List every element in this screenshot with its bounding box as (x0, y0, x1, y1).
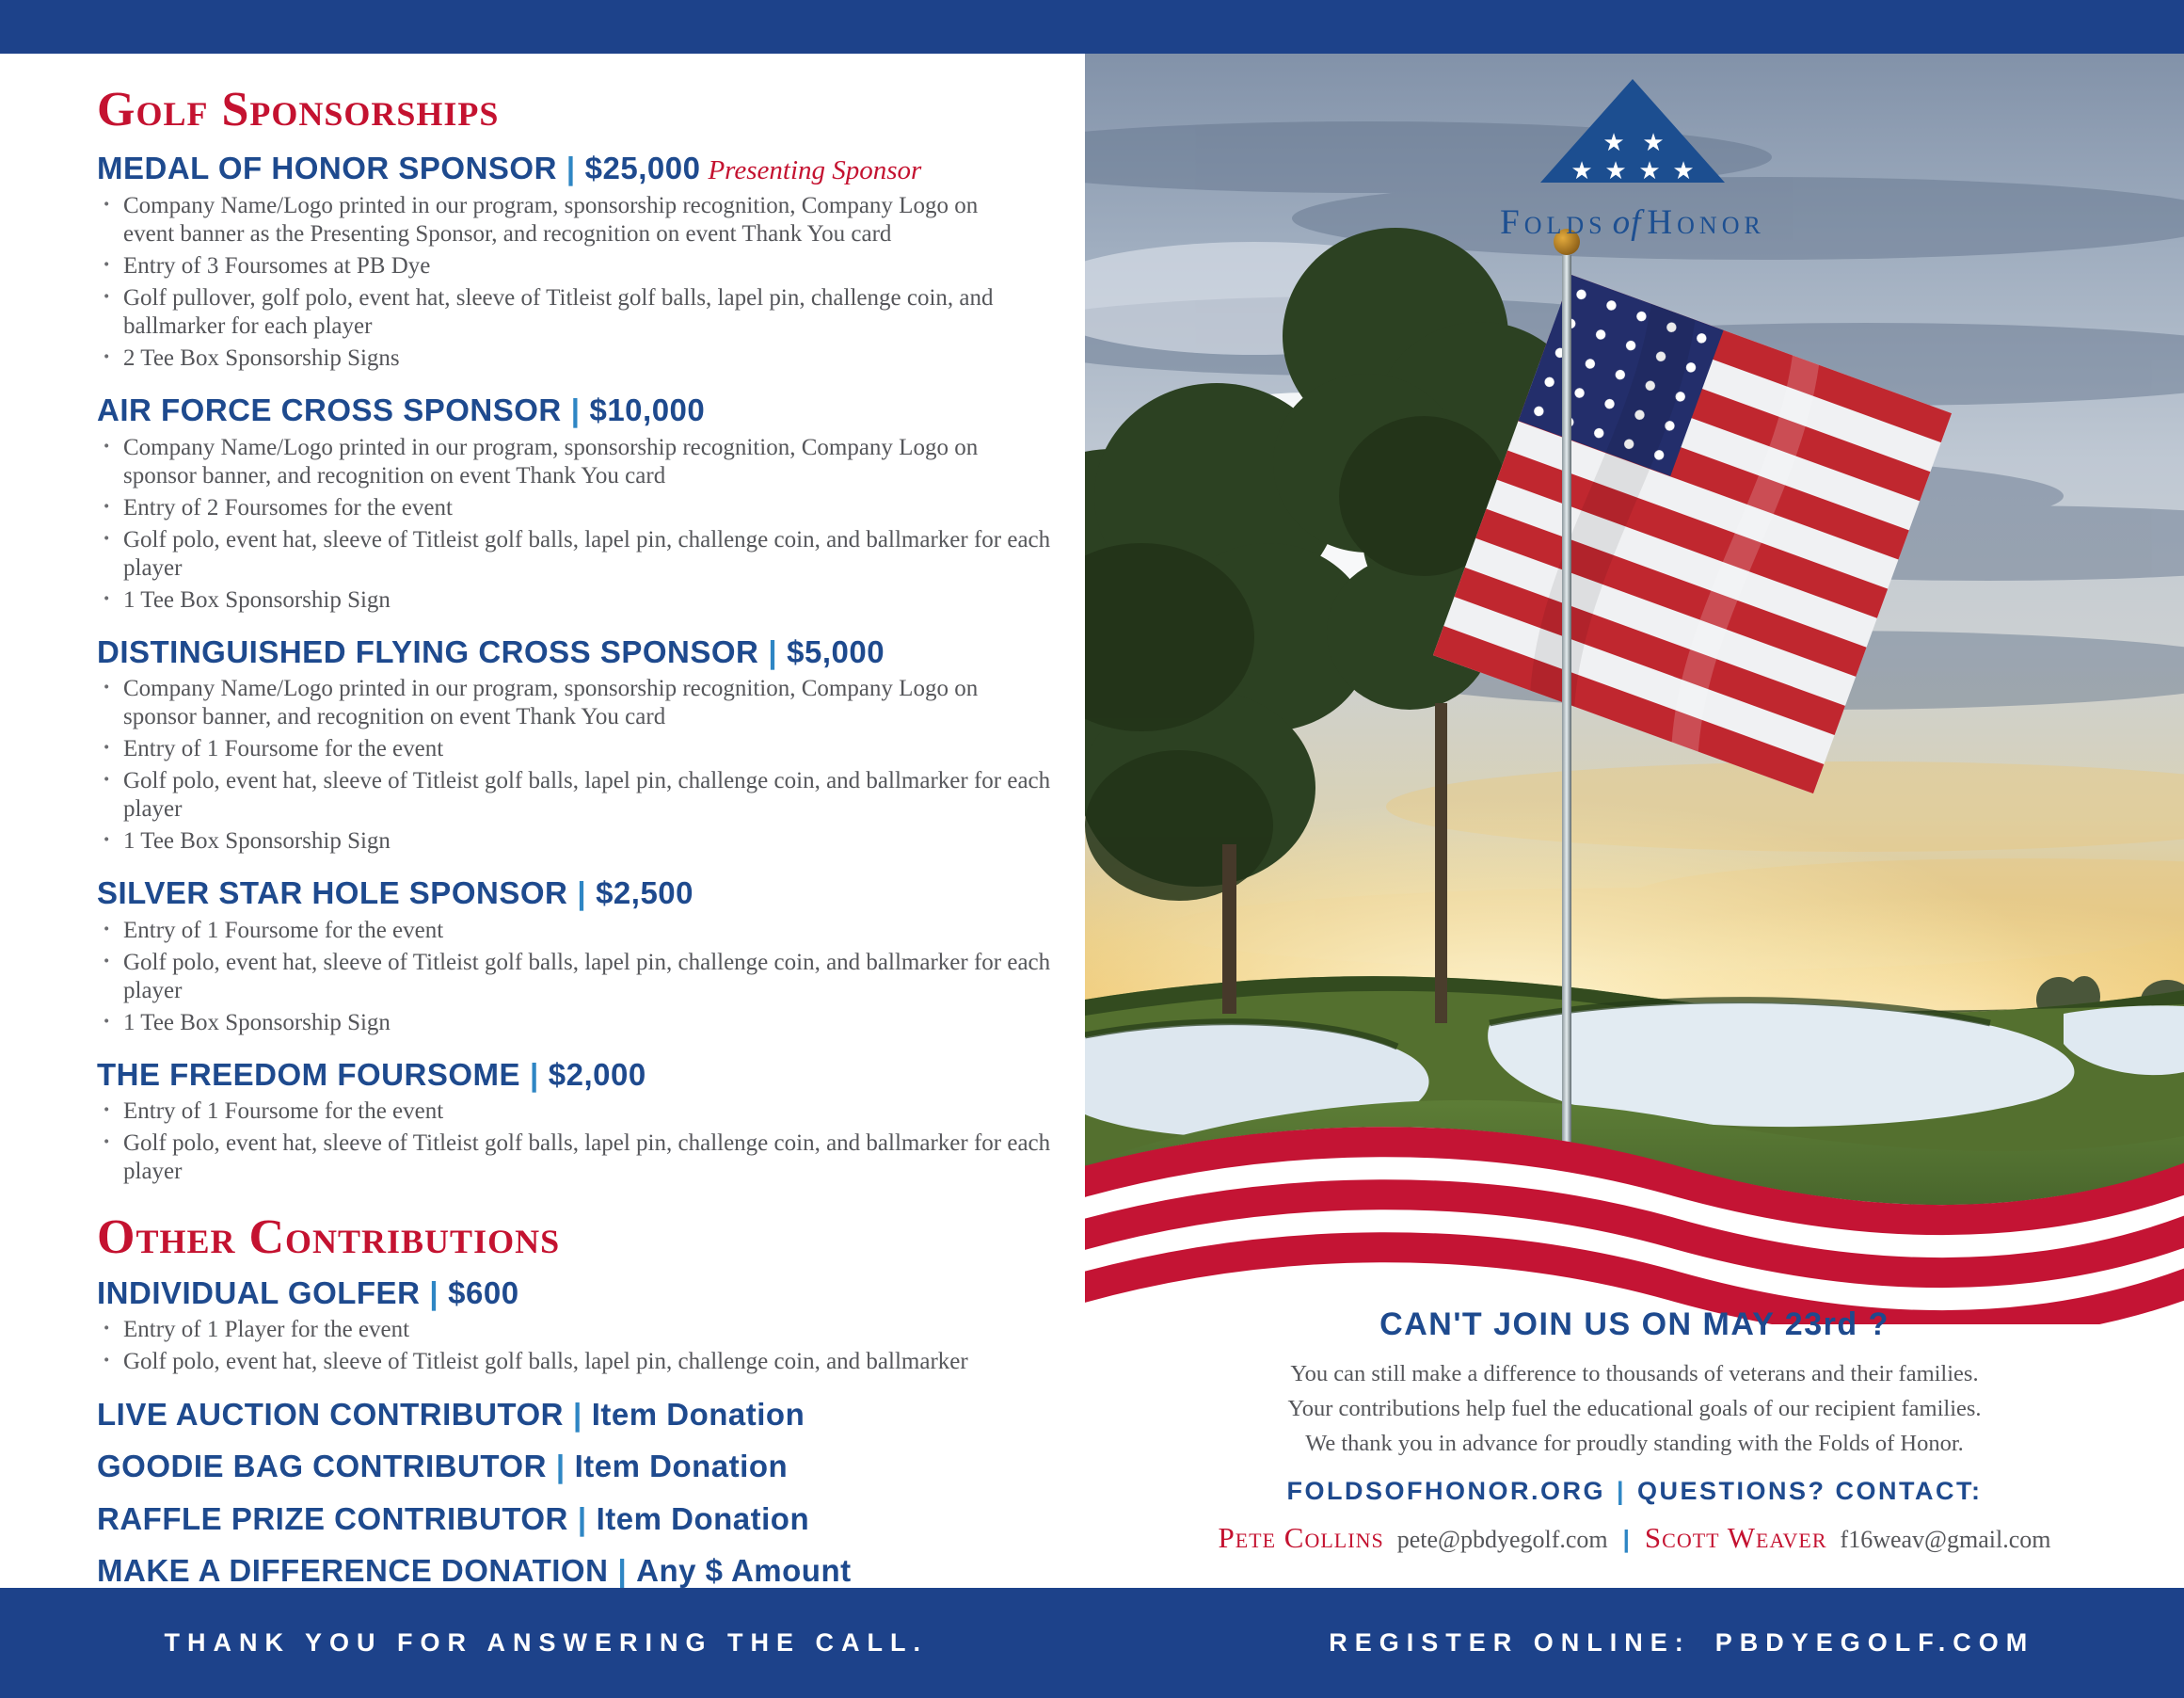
footer-thanks-text: THANK YOU FOR ANSWERING THE CALL. (164, 1628, 928, 1657)
contribution-name: MAKE A DIFFERENCE DONATION (97, 1552, 609, 1588)
contact-name: Pete Collins (1218, 1520, 1384, 1554)
flag-golf-course-photo (1085, 54, 2184, 1324)
contacts-line (1085, 1521, 2184, 1555)
folded-flag-triangle-icon (1538, 77, 1727, 186)
footer-register-text (1092, 1599, 2184, 1687)
foldsofhonor-url: FOLDSOFHONOR.ORG (1286, 1476, 1605, 1505)
benefit-item: · Company Name/Logo printed in our program, sponsorship recognition, Company Logo on event banner as the Presenting Sponsor, and recognition on event Thank You card (97, 192, 1017, 248)
cta-line: You can still make a difference to thousands of veterans and their families. (1290, 1361, 1979, 1386)
line-raffle-prize (97, 1499, 1080, 1538)
divider-bar: | (429, 1274, 439, 1310)
benefit-item: · Entry of 2 Foursomes for the event (97, 494, 1064, 522)
benefit-item: · Golf polo, event hat, sleeve of Titleist golf balls, lapel pin, challenge coin, and ballmarker for each player (97, 949, 1064, 1005)
benefit-item: · Golf polo, event hat, sleeve of Titleist golf balls, lapel pin, challenge coin, and ballmarker for each player (97, 1129, 1064, 1186)
benefit-list (97, 675, 1080, 856)
section-freedom-foursome (97, 1056, 1080, 1187)
benefit-item: · Entry of 1 Foursome for the event (97, 735, 1064, 763)
register-site-url: PBDYEGOLF.COM (1714, 1628, 2035, 1657)
section-heading (97, 633, 1080, 671)
section-name: THE FREEDOM FOURSOME (97, 1056, 521, 1092)
folds-of-honor-wordmark (1463, 202, 1802, 243)
golf-sponsorships-title: Golf Sponsorships (97, 83, 500, 136)
contact-email: f16weav@gmail.com (1840, 1525, 2051, 1553)
presenting-sponsor-note: Presenting Sponsor (708, 155, 922, 186)
benefit-item: · Golf polo, event hat, sleeve of Titleist golf balls, lapel pin, challenge coin, and ballmarker for each player (97, 526, 1064, 583)
benefit-item: · Golf polo, event hat, sleeve of Titleist golf balls, lapel pin, challenge coin, and ballmarker for each player (97, 767, 1064, 824)
divider-bar: | (570, 392, 581, 427)
svg-text:★: ★ (1672, 156, 1695, 184)
section-name: AIR FORCE CROSS SPONSOR (97, 392, 562, 427)
contribution-value: Item Donation (591, 1397, 805, 1433)
section-heading (97, 392, 1080, 429)
svg-text:★: ★ (1642, 128, 1665, 156)
divider-bar: | (768, 633, 778, 669)
cta-title: CAN'T JOIN US ON MAY 23rd ? (1379, 1306, 1889, 1342)
benefit-list (97, 1316, 1080, 1376)
section-name: MEDAL OF HONOR SPONSOR (97, 151, 557, 186)
contribution-name: LIVE AUCTION CONTRIBUTOR (97, 1397, 564, 1433)
contact-name: Scott Weaver (1644, 1520, 1827, 1554)
benefit-item: · 2 Tee Box Sponsorship Signs (97, 344, 1064, 373)
other-contributions-title: Other Contributions (97, 1210, 561, 1265)
line-goodie-bag (97, 1447, 1080, 1485)
divider-bar: | (530, 1056, 539, 1092)
cta-line: We thank you in advance for proudly standing with the Folds of Honor. (1305, 1431, 1964, 1457)
section-price: $25,000 (584, 151, 701, 186)
benefit-list (97, 434, 1080, 615)
section-heading (97, 874, 1080, 912)
line-live-auction (97, 1395, 1080, 1434)
svg-text:★: ★ (1638, 156, 1661, 184)
section-price: $2,500 (596, 875, 694, 911)
section-medal-of-honor (97, 150, 1080, 373)
section-price: $5,000 (787, 633, 885, 669)
benefit-item: · Company Name/Logo printed in our program, sponsorship recognition, Company Logo on sponsor banner, and recognition on event Thank You card (97, 675, 1017, 731)
line-make-a-difference (97, 1551, 1080, 1590)
section-heading (97, 1056, 1080, 1094)
section-name: SILVER STAR HOLE SPONSOR (97, 875, 568, 911)
section-air-force-cross (97, 392, 1080, 615)
register-online-label: REGISTER ONLINE: (1329, 1628, 1691, 1657)
svg-text:★: ★ (1570, 156, 1593, 184)
section-price: $600 (448, 1274, 519, 1310)
benefit-item: · Entry of 1 Foursome for the event (97, 917, 1064, 945)
benefit-item: · Golf pullover, golf polo, event hat, sleeve of Titleist golf balls, lapel pin, challenge coin, and ballmarker for each player (97, 284, 1017, 341)
svg-text:★: ★ (1602, 128, 1625, 156)
contribution-value: Item Donation (574, 1449, 789, 1484)
info-line (1085, 1477, 2184, 1506)
benefit-list (97, 192, 1080, 373)
folds-of-honor-logo (1463, 77, 1802, 243)
section-heading (97, 150, 1080, 187)
benefit-item: · Entry of 3 Foursomes at PB Dye (97, 252, 1064, 280)
contribution-value: Item Donation (596, 1500, 810, 1536)
questions-contact-label: QUESTIONS? CONTACT: (1637, 1476, 1983, 1505)
benefit-list (97, 1097, 1080, 1186)
divider-bar: | (577, 875, 587, 911)
contribution-name: RAFFLE PRIZE CONTRIBUTOR (97, 1500, 568, 1536)
benefit-item: · Company Name/Logo printed in our program, sponsorship recognition, Company Logo on sponsor banner, and recognition on event Thank You card (97, 434, 1017, 490)
section-distinguished-flying-cross (97, 633, 1080, 857)
svg-text:★: ★ (1604, 156, 1627, 184)
benefit-item: · 1 Tee Box Sponsorship Sign (97, 1009, 1064, 1037)
section-silver-star (97, 874, 1080, 1037)
contribution-value: Any $ Amount (636, 1552, 852, 1588)
wordmark-folds: Folds (1500, 203, 1607, 242)
divider-bar: | (617, 1552, 628, 1588)
footer-bar (0, 1588, 2184, 1698)
benefit-item: · Entry of 1 Player for the event (97, 1316, 1064, 1344)
benefit-item: · 1 Tee Box Sponsorship Sign (97, 827, 1064, 856)
section-name: INDIVIDUAL GOLFER (97, 1274, 421, 1310)
section-price: $2,000 (548, 1056, 646, 1092)
divider-bar: | (1616, 1476, 1627, 1505)
section-name: DISTINGUISHED FLYING CROSS SPONSOR (97, 633, 759, 669)
wordmark-honor: Honor (1647, 203, 1765, 242)
sponsorships-panel (97, 83, 1080, 1603)
top-blue-bar (0, 0, 2184, 54)
contribution-name: GOODIE BAG CONTRIBUTOR (97, 1449, 547, 1484)
benefit-list (97, 917, 1080, 1037)
benefit-item: · Golf polo, event hat, sleeve of Titleist golf balls, lapel pin, challenge coin, and ballmarker (97, 1348, 1064, 1376)
divider-bar: | (555, 1449, 566, 1484)
benefit-item: · Entry of 1 Foursome for the event (97, 1097, 1064, 1126)
divider-bar: | (1622, 1524, 1630, 1553)
divider-bar: | (566, 151, 576, 186)
contact-email: pete@pbdyegolf.com (1396, 1525, 1608, 1553)
divider-bar: | (577, 1500, 587, 1536)
benefit-item: · 1 Tee Box Sponsorship Sign (97, 586, 1064, 615)
section-price: $10,000 (589, 392, 706, 427)
divider-bar: | (573, 1397, 582, 1433)
cta-line: Your contributions help fuel the educational goals of our recipient families. (1287, 1396, 1982, 1422)
cta-panel (1085, 1306, 2184, 1555)
section-heading (97, 1274, 1080, 1312)
section-individual-golfer (97, 1274, 1080, 1377)
wordmark-of: of (1612, 203, 1642, 242)
